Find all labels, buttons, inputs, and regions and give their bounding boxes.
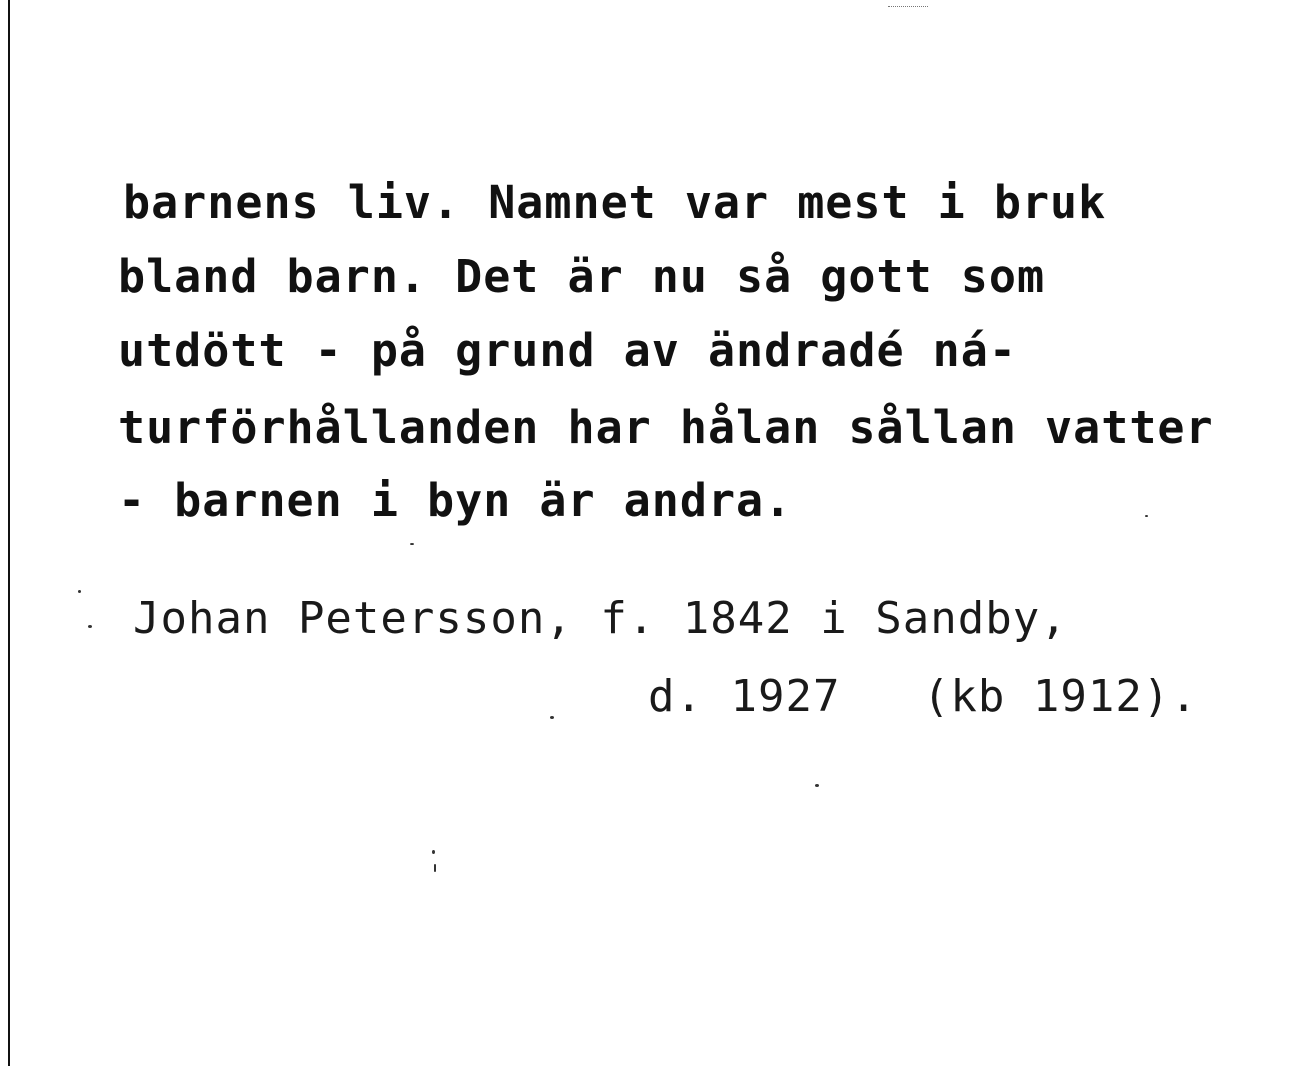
scan-speck	[410, 543, 414, 545]
scan-speck	[815, 784, 819, 787]
scan-speck	[78, 590, 81, 593]
text-line-3: utdött - på grund av ändradé ná-	[118, 324, 1017, 377]
informant-line-2: d. 1927 (kb 1912).	[648, 671, 1198, 722]
scan-speck	[550, 716, 554, 719]
text-line-1: barnens liv. Namnet var mest i bruk	[123, 176, 1107, 229]
text-line-4: turförhållanden har hålan sållan vatter	[118, 401, 1214, 454]
card-left-edge	[8, 0, 10, 1066]
scan-speck	[432, 850, 435, 854]
scan-speck	[88, 625, 92, 628]
scan-speck	[1145, 515, 1148, 517]
text-line-2: bland barn. Det är nu så gott som	[118, 250, 1046, 303]
text-line-5: - barnen i byn är andra.	[118, 474, 793, 527]
top-scan-mark	[888, 6, 928, 9]
informant-line-1: Johan Petersson, f. 1842 i Sandby,	[133, 593, 1068, 644]
scan-speck	[434, 864, 436, 872]
